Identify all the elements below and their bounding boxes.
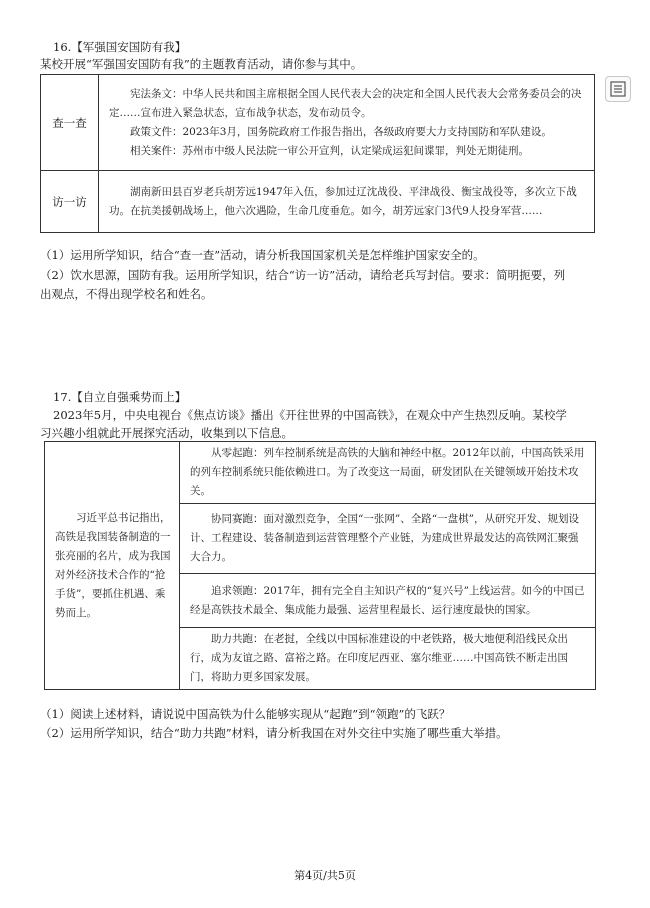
q16-row2-label: 访一访 xyxy=(52,194,87,209)
q17-left-quote: 习近平总书记指出，高铁是我国装备制造的一张亮丽的名片，成为我国对外经济技术合作的“抢手货”，要抓住机遇、乘势而上。 xyxy=(55,511,171,619)
q17-collaborate-text: 协同赛跑：面对激烈竞争，全国“一张网”、全路“一盘棋”，从研究开发、规划设计、工程建设、装备制造到运营管理整个产业链，为建成世界最发达的高铁网汇聚强大合力。 xyxy=(190,513,579,563)
q16-constitution-text: 宪法条文：中华人民共和国主席根据全国人民代表大会的决定和全国人民代表大会常务委员会的决定……宣布进入紧急状态，宣布战争状态，发布动员令。 xyxy=(109,87,582,119)
q16-veteran-text: 湖南新田县百岁老兵胡芳远1947年入伍，参加过辽沈战役、平津战役、衡宝战役等，多次立下战功。在抗美援朝战场上，他六次遇险，生命几度垂危。如今，胡芳远家门3代9人投身军营…… xyxy=(109,185,577,217)
q17-title: 17.【自立自强乘势而上】 xyxy=(53,390,187,404)
q16-row1-label: 查一查 xyxy=(52,115,87,130)
page-number: 第4页/共5页 xyxy=(294,869,356,882)
q17-r2-cell xyxy=(180,504,596,574)
scan-button[interactable] xyxy=(605,76,631,102)
q17-r4-cell xyxy=(180,628,596,690)
q16-sub2-line1: （2）饮水思源，国防有我。运用所学知识，结合“访一访”活动，请给老兵写封信。要求：简明扼要，列 xyxy=(40,268,566,282)
q17-help-run-text: 助力共跑：在老挝，全线以中国标准建设的中老铁路，极大地便利沿线民众出行，成为友谊之路、富裕之路。在印度尼西亚、塞尔维亚……中国高铁不断走出国门，将助力更多国家发展。 xyxy=(190,633,568,683)
scan-icon xyxy=(606,77,630,101)
q17-sub2: （2）运用所学知识，结合“助力共跑”材料，请分析我国在对外交往中实施了哪些重大举措。 xyxy=(40,726,508,740)
q17-table xyxy=(44,441,596,690)
q16-row1-content xyxy=(99,75,595,171)
q16-row2-content xyxy=(99,171,595,233)
q16-title: 16.【军强国安国防有我】 xyxy=(53,40,187,54)
q17-intro-line1: 2023年5月，中央电视台《焦点访谈》播出《开往世界的中国高铁》，在观众中产生热烈反响。某校学 xyxy=(53,408,567,422)
q16-case-text: 相关案件：苏州市中级人民法院一审公开宣判，认定梁成运犯间谍罪，判处无期徒刑。 xyxy=(130,144,529,157)
q17-start-running-text: 从零起跑：列车控制系统是高铁的大脑和神经中枢。2012年以前，中国高铁采用的列车控制系统只能依赖进口。为了改变这一局面，研发团队在关键领域开始技术攻关。 xyxy=(190,447,585,497)
q16-sub2-line2: 出观点，不得出现学校名和姓名。 xyxy=(40,287,213,301)
q17-r3-cell xyxy=(180,574,596,628)
q16-intro: 某校开展“军强国安国防有我”的主题教育活动，请你参与其中。 xyxy=(40,57,363,71)
q17-sub1: （1）阅读上述材料，请说说中国高铁为什么能够实现从“起跑”到“领跑”的飞跃？ xyxy=(40,707,451,721)
q16-row2-label-cell xyxy=(41,171,99,233)
q17-lead-text: 追求领跑：2017年，拥有完全自主知识产权的“复兴号”上线运营。如今的中国已经是高铁技术最全、集成能力最强、运营里程最长、运行速度最快的国家。 xyxy=(190,584,585,616)
q16-row1-label-cell xyxy=(41,75,99,171)
q16-table xyxy=(40,74,595,233)
q17-r1-cell xyxy=(180,442,596,504)
q17-intro-line2: 习兴趣小组就此开展探究活动，收集到以下信息。 xyxy=(40,426,293,440)
q16-policy-text: 政策文件：2023年3月，国务院政府工作报告指出，各级政府要大力支持国防和军队建设。 xyxy=(130,125,552,138)
q17-left-cell xyxy=(45,442,180,690)
q16-sub1: （1）运用所学知识，结合“查一查”活动，请分析我国国家机关是怎样维护国家安全的。 xyxy=(40,248,485,262)
